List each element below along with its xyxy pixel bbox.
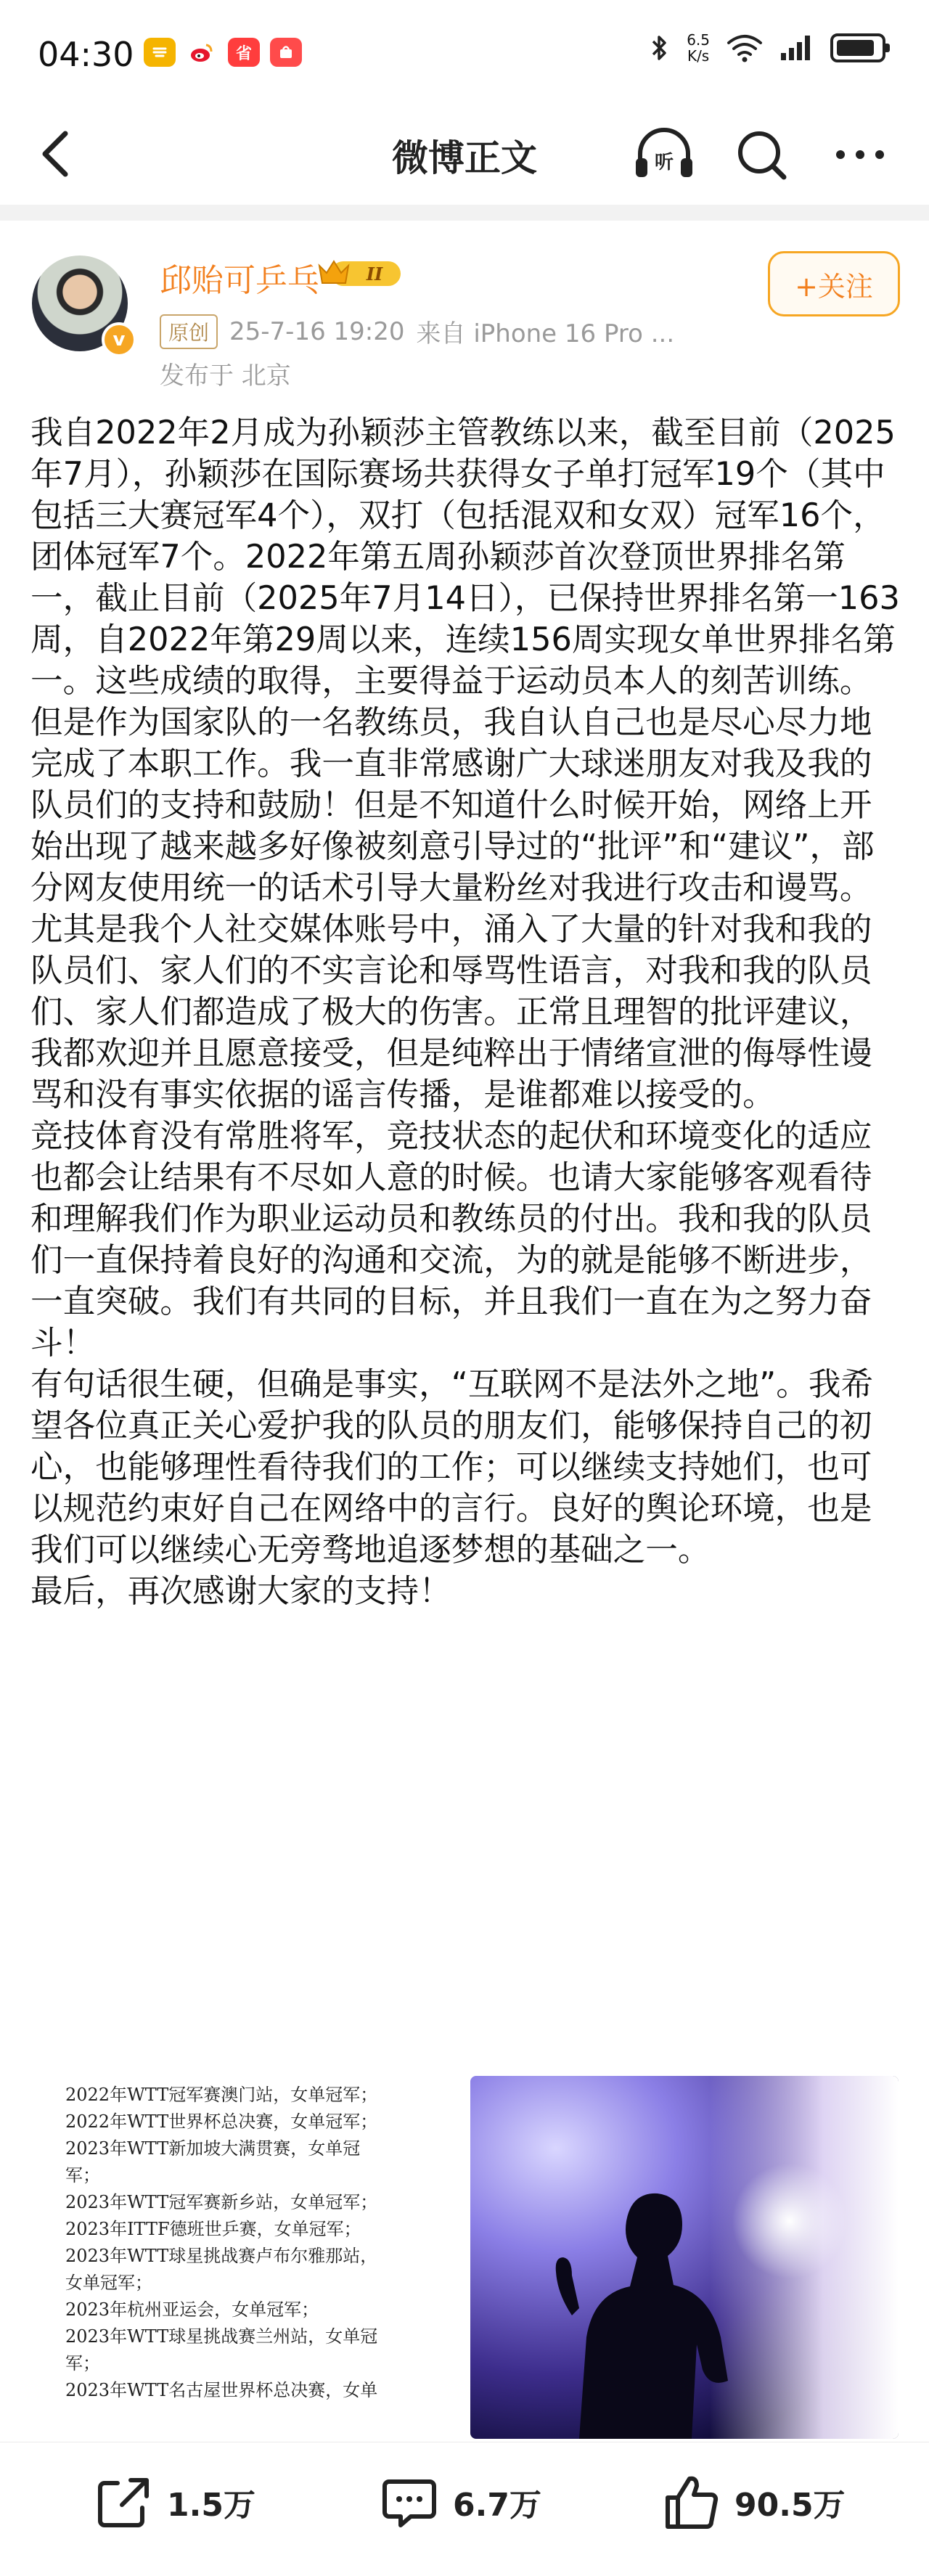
- repost-button[interactable]: [93, 2471, 255, 2532]
- bluetooth-icon: [649, 33, 671, 63]
- post-location: 发布于 北京: [160, 361, 291, 391]
- achievement-line: 女单冠军；: [65, 2273, 152, 2293]
- post-images: [30, 2076, 899, 2439]
- achievement-line: 2023年WTT新加坡大满贯赛，女单冠: [65, 2138, 361, 2159]
- network-speed-unit: K/s: [687, 47, 710, 65]
- achievement-line: 2023年ITTF德班世乒赛，女单冠军；: [65, 2219, 361, 2239]
- achievement-line: 军；: [65, 2353, 100, 2373]
- nav-bar: [0, 109, 929, 203]
- search-icon: [729, 122, 794, 187]
- coach-silhouette-photo[interactable]: [470, 2076, 899, 2439]
- original-tag: 原创: [160, 314, 218, 349]
- headphone-icon: [631, 122, 697, 187]
- achievements-list: [30, 2076, 459, 2404]
- listen-button[interactable]: [631, 122, 697, 187]
- battery-icon: [830, 33, 885, 62]
- silhouette-figure: [470, 2076, 899, 2439]
- achievement-line: 2022年WTT世界杯总决赛，女单冠军；: [65, 2111, 378, 2132]
- status-indicators: [649, 32, 885, 64]
- weibo-icon: [186, 38, 218, 67]
- page-title: 微博正文: [392, 137, 537, 179]
- post-content: [30, 412, 901, 1612]
- achievement-line: 2023年WTT球星挑战赛卢布尔雅那站，: [65, 2246, 378, 2266]
- network-speed-value: 6.5: [687, 31, 710, 49]
- achievement-line: 军；: [65, 2165, 100, 2185]
- achievements-text-image[interactable]: [30, 2076, 459, 2439]
- author-header: [0, 221, 929, 402]
- post-paragraph-3: 有句话很生硬，但确是事实，“互联网不是法外之地”。我希望各位真正关心爱护我的队员的朋友们，能够保持自己的初心，也能够理性看待我们的工作；可以继续支持她们，也可以规范约束好自己在网络中的言行。良好的舆论环境，也是我们可以继续心无旁骛地追逐梦想的基础之一。: [30, 1365, 874, 1569]
- level-crown-badge-icon[interactable]: [316, 255, 404, 290]
- post-source: 来自 iPhone 16 Pro ...: [416, 319, 675, 348]
- comment-button[interactable]: [379, 2471, 541, 2532]
- post-meta: [160, 314, 674, 349]
- verified-badge-icon: v: [102, 322, 136, 357]
- post-paragraph-4: 最后，再次感谢大家的支持！: [30, 1572, 451, 1610]
- signal-icon: [779, 33, 814, 63]
- post-paragraph-2: 竞技体育没有常胜将军，竞技状态的起伏和环境变化的适应也都会让结果有不尽如人意的时候。也请大家能够客观看待和理解我们作为职业运动员和教练员的付出。我和我的队员们一直保持着良好的沟通和交流，为的就是能够不断进步，一直突破。我们有共同的目标，并且我们一直在为之努力奋斗！: [30, 1117, 872, 1362]
- more-dots-icon: [827, 122, 893, 187]
- shop-app-label: 省: [235, 44, 252, 63]
- more-menu-button[interactable]: [827, 122, 893, 187]
- comment-count: 6.7万: [453, 2487, 541, 2524]
- like-count: 90.5万: [734, 2487, 846, 2524]
- status-bar: [0, 0, 929, 109]
- repost-count: 1.5万: [167, 2487, 255, 2524]
- author-name[interactable]: 邱贻可乒乓: [160, 262, 319, 299]
- thumbs-up-icon: [660, 2471, 721, 2532]
- achievement-line: 2023年WTT球星挑战赛兰州站，女单冠: [65, 2326, 378, 2347]
- post-paragraph-1: 我自2022年2月成为孙颖莎主管教练以来，截至目前（2025年7月），孙颖莎在国际赛场共获得女子单打冠军19个（其中包括三大赛冠军4个），双打（包括混双和女双）冠军16个，团体冠军7个。2022年第五周孙颖莎首次登顶世界排名第一，截止目前（2025年7月14日），已保持世界排名第一163周，自2022年第29周以来，连续156周实现女单世界排名第一。这些成绩的取得，主要得益于运动员本人的刻苦训练。但是作为国家队的一名教练员，我自认自己也是尽心尽力地完成了本职工作。我一直非常感谢广大球迷朋友对我及我的队员们的支持和鼓励！但是不知道什么时候开始，网络上开始出现了越来越多好像被刻意引导过的“批评”和“建议”，部分网友使用统一的话术引导大量粉丝对我进行攻击和谩骂。尤其是我个人社交媒体账号中，涌入了大量的针对我和我的队员们、家人们的不实言论和辱骂性语言，对我和我的队员们、家人们都造成了极大的伤害。正常且理智的批评建议，我都欢迎并且愿意接受，但是纯粹出于情绪宣泄的侮辱性谩骂和没有事实依据的谣言传播，是谁都难以接受的。: [30, 414, 900, 1113]
- network-speed: [687, 32, 710, 64]
- wifi-icon: [726, 33, 764, 63]
- section-divider: [0, 205, 929, 221]
- status-time: 04:30: [38, 35, 134, 74]
- level-badge-text: II: [366, 263, 383, 285]
- like-button[interactable]: [660, 2471, 846, 2532]
- bottom-action-bar: [0, 2442, 929, 2576]
- mall-app-icon: [270, 38, 302, 67]
- achievement-line: 2022年WTT冠军赛澳门站，女单冠军；: [65, 2085, 378, 2105]
- deal-app-icon: [144, 38, 176, 67]
- comment-icon: [379, 2471, 440, 2532]
- achievement-line: 2023年WTT名古屋世界杯总决赛，女单: [65, 2380, 378, 2400]
- achievement-line: 2023年杭州亚运会，女单冠军；: [65, 2299, 319, 2320]
- search-button[interactable]: [729, 122, 794, 187]
- achievement-line: 2023年WTT冠军赛新乡站，女单冠军；: [65, 2192, 378, 2212]
- post-datetime: 25-7-16 19:20: [229, 316, 405, 346]
- status-app-icons: [144, 38, 302, 67]
- repost-icon: [93, 2471, 154, 2532]
- shop-app-icon: [228, 38, 260, 67]
- listen-label: 听: [654, 152, 674, 173]
- follow-button[interactable]: +关注: [768, 251, 900, 316]
